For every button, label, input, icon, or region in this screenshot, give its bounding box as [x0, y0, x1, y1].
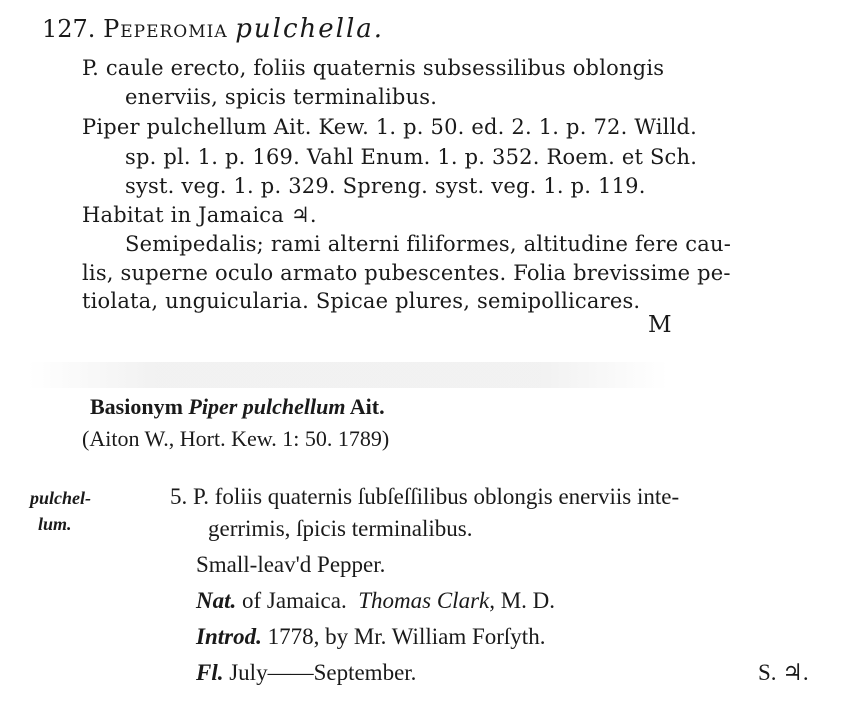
aiton-diagnosis-line: gerrimis, ſpicis terminalibus. [208, 516, 473, 541]
nat-label: Nat. [196, 588, 237, 613]
author-mark: M [648, 312, 672, 338]
entry-title [42, 14, 384, 44]
scan-smudge [28, 362, 668, 388]
aiton-number: 5. [170, 484, 188, 509]
habitat-line: Habitat in Jamaica ♃. [82, 203, 317, 227]
basionym-label: Basionym [90, 394, 183, 419]
nat-text: of Jamaica. [242, 588, 347, 613]
entry-number: 127. [42, 15, 96, 43]
common-name: Small-leav'd Pepper. [196, 552, 386, 577]
diagnosis-line: P. caule erecto, foliis quaternis subsessilibus oblongis [82, 56, 665, 80]
description-line: Semipedalis; rami alterni filiformes, altitudine fere cau- [125, 232, 731, 256]
genus-name: Peperomia [103, 15, 228, 43]
description-line: tiolata, unguicularia. Spicae plures, semipollicares. [82, 289, 641, 313]
synonymy-line: Piper pulchellum Ait. Kew. 1. p. 50. ed. 2. 1. p. 72. Willd. [82, 115, 698, 139]
introduction-line [196, 624, 545, 650]
nativity-line [196, 588, 555, 614]
basionym-authority: Ait. [349, 394, 385, 419]
introd-label: Introd. [196, 624, 262, 649]
fl-text: July——September. [229, 660, 417, 685]
margin-note: lum. [38, 514, 72, 534]
signature-mark: S. ♃. [758, 660, 809, 685]
synonymy-line: sp. pl. 1. p. 169. Vahl Enum. 1. p. 352. Roem. et Sch. [125, 145, 698, 169]
basionym-heading [90, 394, 385, 420]
nat-degree: M. D. [500, 588, 556, 613]
margin-note: pulchel- [30, 488, 91, 508]
flowering-line [196, 660, 416, 686]
introd-text: 1778, by Mr. William Forſyth. [267, 624, 546, 649]
diagnosis-line: enerviis, spicis terminalibus. [125, 85, 438, 109]
basionym-citation: (Aiton W., Hort. Kew. 1: 50. 1789) [82, 426, 390, 451]
species-name: pulchella. [235, 14, 385, 44]
aiton-diagnosis [170, 484, 679, 510]
nat-person: Thomas Clark, [358, 588, 495, 613]
synonymy-line: syst. veg. 1. p. 329. Spreng. syst. veg. 1. p. 119. [125, 174, 646, 198]
fl-label: Fl. [196, 660, 224, 685]
aiton-diagnosis-text: P. foliis quaternis ſubſeſſilibus oblongis enerviis inte- [193, 484, 680, 509]
description-line: lis, superne oculo armato pubescentes. Folia brevissime pe- [82, 261, 731, 285]
basionym-name: Piper pulchellum [188, 394, 346, 419]
